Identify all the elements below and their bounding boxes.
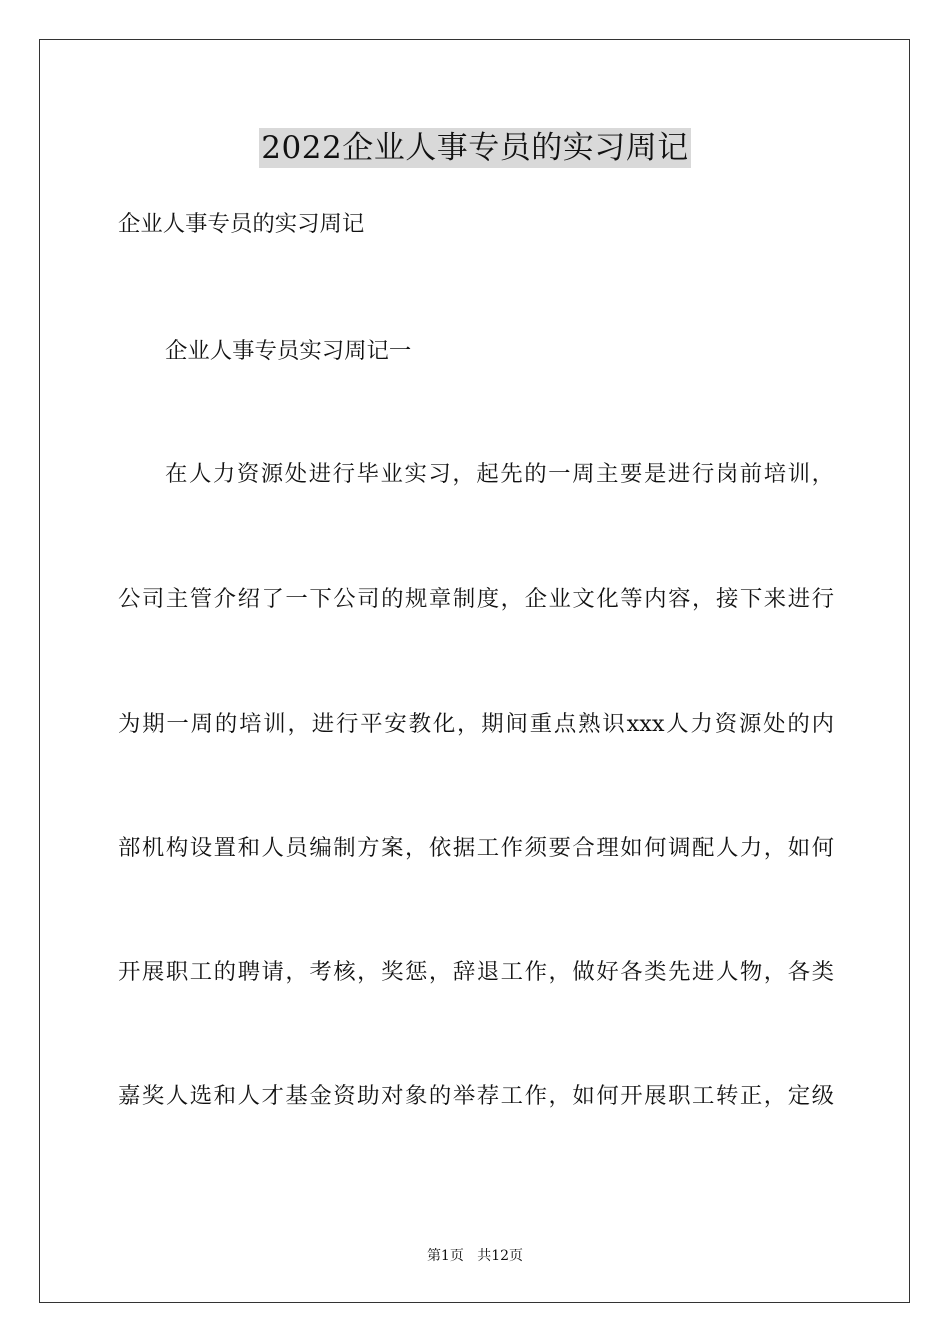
body-line-5: 开展职工的聘请，考核，奖惩，辞退工作，做好各类先进人物，各类 <box>118 959 834 985</box>
section-heading: 企业人事专员实习周记一 <box>165 338 412 364</box>
document-subtitle: 企业人事专员的实习周记 <box>118 211 365 237</box>
body-line-3: 为期一周的培训，进行平安教化，期间重点熟识xxx人力资源处的内 <box>118 711 834 737</box>
page-footer <box>0 1246 950 1266</box>
body-line-4: 部机构设置和人员编制方案，依据工作须要合理如何调配人力，如何 <box>118 835 834 861</box>
title-container <box>0 128 950 168</box>
body-line-2: 公司主管介绍了一下公司的规章制度，企业文化等内容，接下来进行 <box>118 586 834 612</box>
document-title: 2022企业人事专员的实习周记 <box>261 130 689 166</box>
page-number: 第1页 <box>426 1248 464 1264</box>
body-line-6: 嘉奖人选和人才基金资助对象的举荐工作，如何开展职工转正，定级 <box>118 1083 834 1109</box>
page-total: 共12页 <box>477 1248 524 1264</box>
body-line-1: 在人力资源处进行毕业实习，起先的一周主要是进行岗前培训， <box>165 461 834 487</box>
